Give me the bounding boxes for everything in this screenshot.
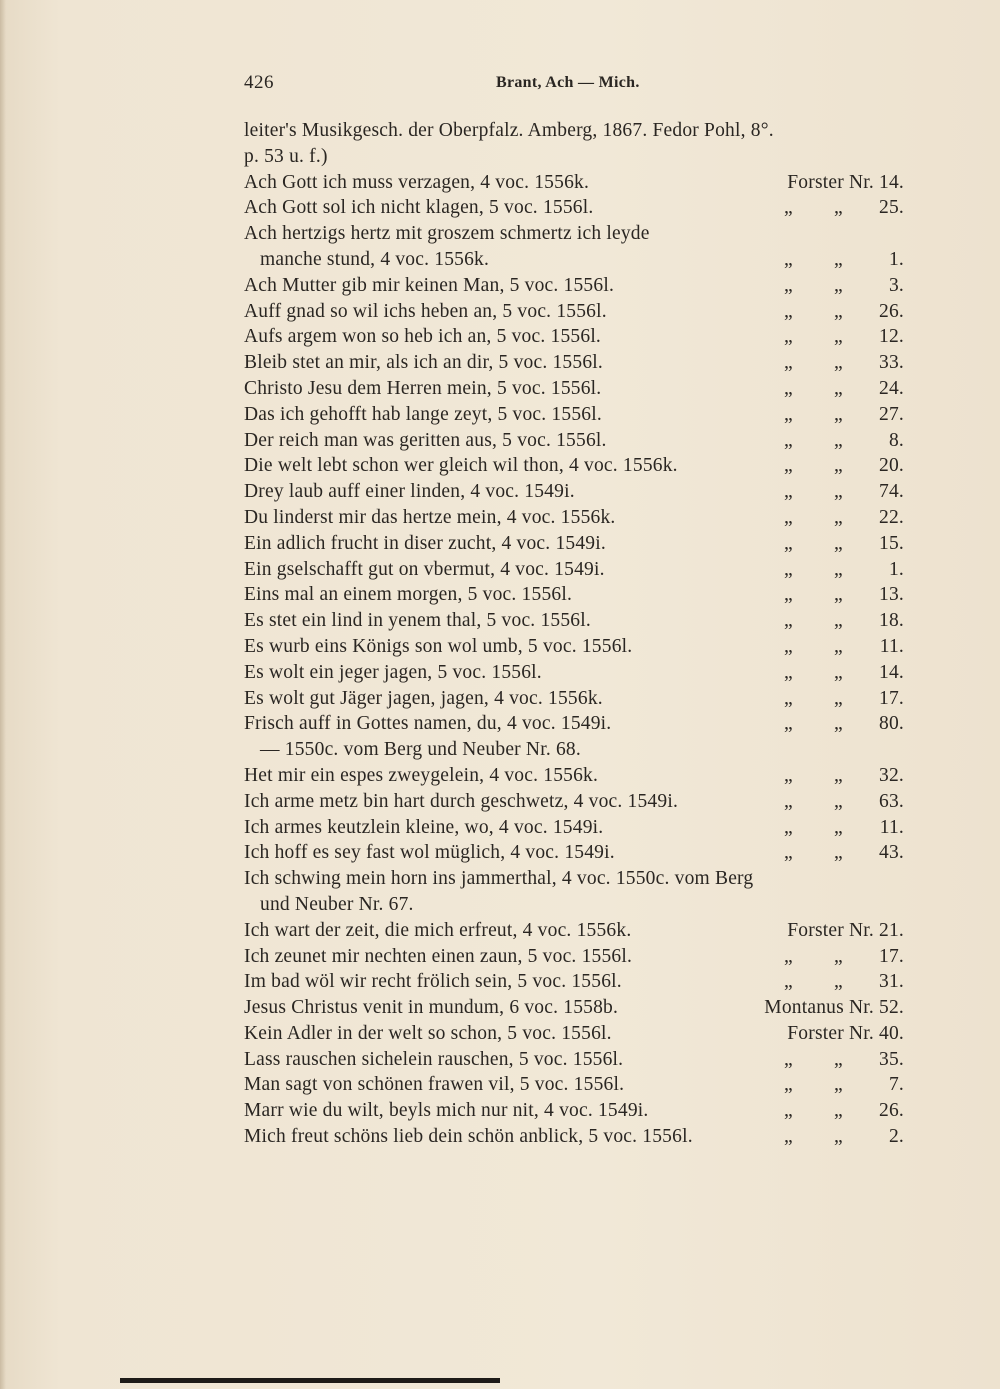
page-edge-shadow bbox=[0, 0, 6, 1389]
ditto-mark: „ bbox=[784, 532, 793, 554]
entry-number: 35. bbox=[879, 1048, 904, 1070]
entry-reference: Montanus Nr. 52. bbox=[764, 997, 904, 1019]
index-entry bbox=[244, 737, 904, 763]
entry-title: Mich freut schöns lieb dein schön anblick, 5 voc. 1556l. bbox=[244, 1126, 693, 1148]
ditto-mark: „ bbox=[834, 971, 843, 993]
ditto-mark: „ bbox=[834, 532, 843, 554]
ditto-mark: „ bbox=[784, 558, 793, 580]
ditto-mark: „ bbox=[834, 326, 843, 348]
index-entry bbox=[244, 582, 904, 608]
page-header bbox=[244, 72, 904, 100]
index-entry bbox=[244, 918, 904, 944]
running-head: Brant, Ach — Mich. bbox=[496, 74, 640, 91]
ditto-mark: „ bbox=[784, 1100, 793, 1122]
index-entry bbox=[244, 789, 904, 815]
index-entry bbox=[244, 634, 904, 660]
entry-reference: Forster Nr. 40. bbox=[787, 1022, 904, 1044]
index-entry bbox=[244, 763, 904, 789]
entry-title: Ach Gott sol ich nicht klagen, 5 voc. 1556l. bbox=[244, 197, 594, 219]
entry-number: 17. bbox=[879, 687, 904, 709]
entry-title: Es wolt gut Jäger jagen, jagen, 4 voc. 1556k. bbox=[244, 687, 603, 709]
index-entry bbox=[244, 557, 904, 583]
ditto-mark: „ bbox=[784, 1048, 793, 1070]
entry-title: Ich hoff es sey fast wol müglich, 4 voc. 1549i. bbox=[244, 842, 615, 864]
ditto-mark: „ bbox=[784, 610, 793, 632]
index-entry bbox=[244, 1047, 904, 1073]
entry-title: Ich arme metz bin hart durch geschwetz, 4 voc. 1549i. bbox=[244, 790, 679, 812]
entry-title: manche stund, 4 voc. 1556k. bbox=[260, 248, 490, 270]
entry-title: Marr wie du wilt, beyls mich nur nit, 4 voc. 1549i. bbox=[244, 1100, 649, 1122]
index-entry bbox=[244, 170, 904, 196]
index-entry bbox=[244, 1021, 904, 1047]
entry-title: Ach Mutter gib mir keinen Man, 5 voc. 1556l. bbox=[244, 274, 615, 296]
ditto-mark: „ bbox=[784, 506, 793, 528]
entry-title: Frisch auff in Gottes namen, du, 4 voc. 1549i. bbox=[244, 713, 612, 735]
entry-title: Ich wart der zeit, die mich erfreut, 4 voc. 1556k. bbox=[244, 919, 632, 941]
entry-number: 25. bbox=[879, 197, 904, 219]
entry-title: Ich armes keutzlein kleine, wo, 4 voc. 1549i. bbox=[244, 816, 604, 838]
ditto-mark: „ bbox=[784, 274, 793, 296]
entry-number: 20. bbox=[879, 455, 904, 477]
ditto-mark: „ bbox=[784, 764, 793, 786]
entry-number: 11. bbox=[879, 816, 904, 838]
ditto-mark: „ bbox=[834, 1100, 843, 1122]
ditto-mark: „ bbox=[784, 1074, 793, 1096]
entry-title: Jesus Christus venit in mundum, 6 voc. 1558b. bbox=[244, 997, 619, 1019]
index-entry bbox=[244, 195, 904, 221]
entry-number: 12. bbox=[879, 326, 904, 348]
entry-number: 33. bbox=[879, 352, 904, 374]
ditto-mark: „ bbox=[784, 687, 793, 709]
ditto-mark: „ bbox=[784, 455, 793, 477]
ditto-mark: „ bbox=[784, 713, 793, 735]
ditto-mark: „ bbox=[834, 558, 843, 580]
entry-number: 14. bbox=[879, 661, 904, 683]
entry-title: Du linderst mir das hertze mein, 4 voc. 1556k. bbox=[244, 506, 616, 528]
ditto-mark: „ bbox=[834, 713, 843, 735]
entry-title: Die welt lebt schon wer gleich wil thon, 4 voc. 1556k. bbox=[244, 455, 678, 477]
entry-reference: Forster Nr. 14. bbox=[787, 171, 904, 193]
ditto-mark: „ bbox=[834, 300, 843, 322]
entry-title: Man sagt von schönen frawen vil, 5 voc. 1556l. bbox=[244, 1074, 625, 1096]
entry-number: 3. bbox=[888, 274, 904, 296]
entry-number: 26. bbox=[879, 1100, 904, 1122]
ditto-mark: „ bbox=[834, 816, 843, 838]
entry-title: Es wolt ein jeger jagen, 5 voc. 1556l. bbox=[244, 661, 542, 683]
entry-title: Das ich gehofft hab lange zeyt, 5 voc. 1556l. bbox=[244, 403, 602, 425]
index-entry bbox=[244, 944, 904, 970]
entry-title: Drey laub auff einer linden, 4 voc. 1549i. bbox=[244, 481, 575, 503]
entry-reference: Forster Nr. 21. bbox=[787, 919, 904, 941]
ditto-mark: „ bbox=[834, 1048, 843, 1070]
index-entry bbox=[244, 711, 904, 737]
ditto-mark: „ bbox=[784, 377, 793, 399]
index-entry bbox=[244, 376, 904, 402]
entry-number: 7. bbox=[888, 1074, 904, 1096]
ditto-mark: „ bbox=[834, 842, 843, 864]
index-entry bbox=[244, 273, 904, 299]
entry-title: Christo Jesu dem Herren mein, 5 voc. 1556l. bbox=[244, 377, 602, 399]
index-entry bbox=[244, 815, 904, 841]
index-entry bbox=[244, 686, 904, 712]
entry-title: Ich schwing mein horn ins jammerthal, 4 voc. 1550c. vom Berg bbox=[244, 868, 754, 890]
ditto-mark: „ bbox=[784, 326, 793, 348]
ditto-mark: „ bbox=[784, 352, 793, 374]
entry-number: 17. bbox=[879, 945, 904, 967]
entry-title: leiter's Musikgesch. der Oberpfalz. Amberg, 1867. Fedor Pohl, 8°. bbox=[244, 120, 774, 141]
entry-title: Der reich man was geritten aus, 5 voc. 1556l. bbox=[244, 429, 607, 451]
ditto-mark: „ bbox=[834, 635, 843, 657]
ditto-mark: „ bbox=[784, 816, 793, 838]
entry-title: Het mir ein espes zweygelein, 4 voc. 1556k. bbox=[244, 764, 599, 786]
index-entry bbox=[244, 299, 904, 325]
index-entry bbox=[244, 350, 904, 376]
ditto-mark: „ bbox=[834, 197, 843, 219]
ditto-mark: „ bbox=[834, 429, 843, 451]
index-entry bbox=[244, 324, 904, 350]
entry-title: — 1550c. vom Berg und Neuber Nr. 68. bbox=[260, 739, 581, 761]
index-entry bbox=[244, 144, 904, 170]
ditto-mark: „ bbox=[784, 635, 793, 657]
ditto-mark: „ bbox=[784, 584, 793, 606]
entry-number: 27. bbox=[879, 403, 904, 425]
ditto-mark: „ bbox=[834, 1074, 843, 1096]
index-entry bbox=[244, 1098, 904, 1124]
bottom-edge-mark bbox=[120, 1378, 500, 1383]
entry-number: 11. bbox=[879, 635, 904, 657]
entry-number: 2. bbox=[888, 1126, 904, 1148]
entry-title: p. 53 u. f.) bbox=[244, 145, 328, 167]
entry-title: Es wurb eins Königs son wol umb, 5 voc. 1556l. bbox=[244, 635, 633, 657]
index-entry bbox=[244, 247, 904, 273]
entry-number: 15. bbox=[879, 532, 904, 554]
entry-number: 74. bbox=[879, 481, 904, 503]
index-entry bbox=[244, 118, 904, 144]
ditto-mark: „ bbox=[784, 945, 793, 967]
page-number: 426 bbox=[244, 72, 274, 93]
ditto-mark: „ bbox=[784, 790, 793, 812]
ditto-mark: „ bbox=[784, 300, 793, 322]
entry-number: 1. bbox=[888, 248, 904, 270]
index-entry bbox=[244, 969, 904, 995]
entry-title: Lass rauschen sichelein rauschen, 5 voc. 1556l. bbox=[244, 1048, 624, 1070]
entry-number: 32. bbox=[879, 764, 904, 786]
index-entry bbox=[244, 402, 904, 428]
entry-title: Eins mal an einem morgen, 5 voc. 1556l. bbox=[244, 584, 573, 606]
ditto-mark: „ bbox=[834, 352, 843, 374]
ditto-mark: „ bbox=[784, 197, 793, 219]
ditto-mark: „ bbox=[834, 403, 843, 425]
entry-title: und Neuber Nr. 67. bbox=[260, 893, 414, 915]
index-entry bbox=[244, 453, 904, 479]
index-entry bbox=[244, 840, 904, 866]
ditto-mark: „ bbox=[834, 661, 843, 683]
entry-title: Im bad wöl wir recht frölich sein, 5 voc. 1556l. bbox=[244, 971, 622, 993]
entry-number: 24. bbox=[879, 377, 904, 399]
index-entry bbox=[244, 531, 904, 557]
index-entry bbox=[244, 479, 904, 505]
entry-title: Bleib stet an mir, als ich an dir, 5 voc. 1556l. bbox=[244, 352, 603, 374]
entry-title: Ein adlich frucht in diser zucht, 4 voc. 1549i. bbox=[244, 532, 606, 554]
index-entry bbox=[244, 608, 904, 634]
index-entry bbox=[244, 221, 904, 247]
index-entry bbox=[244, 995, 904, 1021]
ditto-mark: „ bbox=[834, 274, 843, 296]
index-entry bbox=[244, 428, 904, 454]
entry-title: Ich zeunet mir nechten einen zaun, 5 voc. 1556l. bbox=[244, 945, 633, 967]
entry-number: 31. bbox=[879, 971, 904, 993]
entry-title: Kein Adler in der welt so schon, 5 voc. 1556l. bbox=[244, 1022, 612, 1044]
entry-title: Ach hertzigs hertz mit groszem schmertz ich leyde bbox=[244, 223, 650, 245]
index-entry bbox=[244, 660, 904, 686]
ditto-mark: „ bbox=[834, 481, 843, 503]
entry-number: 80. bbox=[879, 713, 904, 735]
ditto-mark: „ bbox=[834, 506, 843, 528]
ditto-mark: „ bbox=[834, 455, 843, 477]
ditto-mark: „ bbox=[834, 248, 843, 270]
index-entry bbox=[244, 1072, 904, 1098]
entry-title: Ach Gott ich muss verzagen, 4 voc. 1556k. bbox=[244, 171, 590, 193]
ditto-mark: „ bbox=[784, 971, 793, 993]
entry-title: Aufs argem won so heb ich an, 5 voc. 1556l. bbox=[244, 326, 602, 348]
ditto-mark: „ bbox=[784, 481, 793, 503]
index-entry bbox=[244, 1124, 904, 1150]
index-entry bbox=[244, 866, 904, 892]
index-entry bbox=[244, 892, 904, 918]
entry-number: 63. bbox=[879, 790, 904, 812]
entry-title: Ein gselschafft gut on vbermut, 4 voc. 1549i. bbox=[244, 558, 605, 580]
entry-title: Auff gnad so wil ichs heben an, 5 voc. 1556l. bbox=[244, 300, 607, 322]
entry-number: 43. bbox=[879, 842, 904, 864]
ditto-mark: „ bbox=[834, 945, 843, 967]
index-entry bbox=[244, 505, 904, 531]
entry-number: 13. bbox=[879, 584, 904, 606]
entry-number: 1. bbox=[888, 558, 904, 580]
ditto-mark: „ bbox=[834, 584, 843, 606]
entry-title: Es stet ein lind in yenem thal, 5 voc. 1556l. bbox=[244, 610, 591, 632]
entry-number: 8. bbox=[888, 429, 904, 451]
entry-number: 18. bbox=[879, 610, 904, 632]
ditto-mark: „ bbox=[834, 1126, 843, 1148]
ditto-mark: „ bbox=[834, 790, 843, 812]
entry-number: 26. bbox=[879, 300, 904, 322]
song-index-list bbox=[244, 118, 904, 1150]
ditto-mark: „ bbox=[834, 687, 843, 709]
ditto-mark: „ bbox=[834, 610, 843, 632]
ditto-mark: „ bbox=[784, 403, 793, 425]
ditto-mark: „ bbox=[784, 1126, 793, 1148]
ditto-mark: „ bbox=[784, 661, 793, 683]
ditto-mark: „ bbox=[784, 429, 793, 451]
ditto-mark: „ bbox=[784, 248, 793, 270]
ditto-mark: „ bbox=[834, 377, 843, 399]
ditto-mark: „ bbox=[784, 842, 793, 864]
entry-number: 22. bbox=[879, 506, 904, 528]
ditto-mark: „ bbox=[834, 764, 843, 786]
